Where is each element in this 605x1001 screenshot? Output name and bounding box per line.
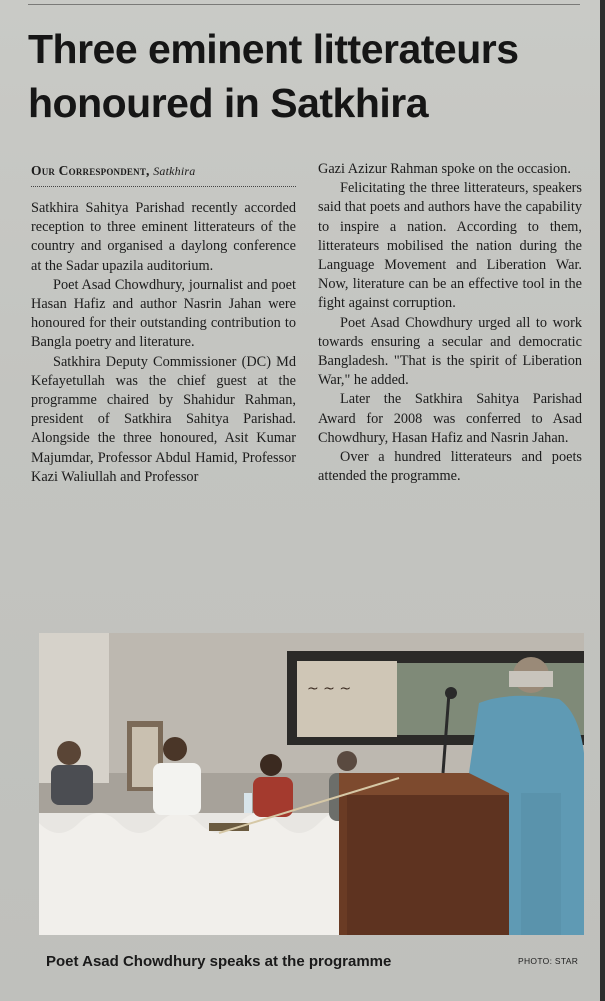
headline-line-2: honoured in Satkhira bbox=[28, 80, 429, 126]
paragraph: Satkhira Sahitya Parishad recently accorded reception to three eminent litterateurs of the country and organised a daylong conference at the Sadar upazila auditorium. bbox=[31, 200, 296, 274]
paragraph: Satkhira Deputy Commissioner (DC) Md Kefayetullah was the chief guest at the programme chaired by Shahidur Rahman, president of Satkhira Sahitya Parishad. Alongside the three honoured, Asit Kumar Majumdar, Professor Abdul Hamid, Professor Kazi Waliullah and Professor bbox=[31, 353, 296, 485]
page-edge-shadow bbox=[600, 0, 605, 1001]
news-photo bbox=[39, 633, 584, 935]
top-rule bbox=[28, 4, 580, 5]
svg-text:~ ~ ~: ~ ~ ~ bbox=[307, 681, 352, 697]
paragraph: Gazi Azizur Rahman spoke on the occasion. bbox=[318, 161, 571, 177]
byline-place: Satkhira bbox=[153, 164, 196, 178]
paragraph: Later the Satkhira Sahitya Parishad Award for 2008 was conferred to Asad Chowdhury, Hasan Hafiz and Nasrin Jahan. bbox=[318, 391, 582, 446]
paragraph: Poet Asad Chowdhury, journalist and poet Hasan Hafiz and author Nasrin Jahan were honoured for their outstanding contribution to Bangla poetry and literature. bbox=[31, 276, 296, 351]
paragraph: Over a hundred litterateurs and poets attended the programme. bbox=[318, 449, 582, 485]
headline bbox=[28, 22, 588, 130]
byline bbox=[31, 160, 296, 187]
paragraph: Poet Asad Chowdhury urged all to work towards ensuring a secular and democratic Bangladesh. "That is the spirit of Liberation War," he added. bbox=[318, 314, 582, 389]
paragraph: Felicitating the three litterateurs, speakers said that poets and authors have the capability to inspire a nation. According to them, litterateurs mobilised the nation during the Language Movement and Liberation War. Now, literature can be an effective tool in the fight against corruption. bbox=[318, 180, 582, 312]
byline-name: Our Correspondent, bbox=[31, 163, 150, 178]
article-column-1 bbox=[31, 160, 296, 487]
headline-line-1: Three eminent litterateurs bbox=[28, 26, 519, 72]
photo-caption: Poet Asad Chowdhury speaks at the programme bbox=[46, 953, 392, 970]
photo-credit: PHOTO: STAR bbox=[518, 956, 579, 966]
article-column-2 bbox=[318, 160, 582, 486]
